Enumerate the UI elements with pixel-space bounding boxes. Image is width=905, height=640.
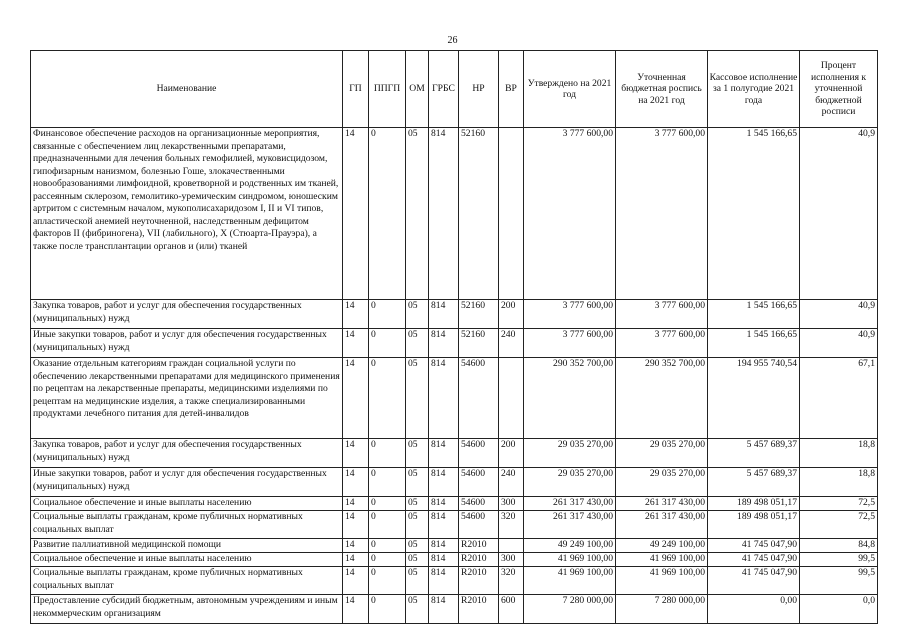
col-header-refined: Уточненная бюджетная роспись на 2021 год — [616, 51, 708, 128]
row-grbs: 814 — [429, 497, 459, 511]
table-row — [31, 128, 878, 300]
row-name: Иные закупки товаров, работ и услуг для обеспечения государственных (муниципальных) нужд — [31, 468, 343, 497]
row-nr: 54600 — [459, 439, 499, 468]
row-percent: 72,5 — [800, 511, 878, 539]
row-om: 05 — [406, 329, 429, 358]
row-nr: 54600 — [459, 468, 499, 497]
row-percent: 67,1 — [800, 358, 878, 439]
row-om: 05 — [406, 539, 429, 553]
row-cash: 194 955 740,54 — [708, 358, 800, 439]
row-om: 05 — [406, 300, 429, 329]
row-ppgp: 0 — [369, 468, 406, 497]
row-cash: 41 745 047,90 — [708, 567, 800, 595]
row-grbs: 814 — [429, 329, 459, 358]
row-ppgp: 0 — [369, 329, 406, 358]
row-nr: 52160 — [459, 329, 499, 358]
row-grbs: 814 — [429, 511, 459, 539]
row-name: Развитие паллиативной медицинской помощи — [31, 539, 343, 553]
row-cash: 0,00 — [708, 595, 800, 624]
row-name: Иные закупки товаров, работ и услуг для обеспечения государственных (муниципальных) нужд — [31, 329, 343, 358]
row-nr: 54600 — [459, 497, 499, 511]
row-gp: 14 — [343, 567, 369, 595]
row-percent: 0,0 — [800, 595, 878, 624]
table-row — [31, 511, 878, 539]
row-approved: 3 777 600,00 — [524, 300, 616, 329]
row-ppgp: 0 — [369, 539, 406, 553]
row-om: 05 — [406, 567, 429, 595]
col-header-nr: НР — [459, 51, 499, 128]
row-approved: 49 249 100,00 — [524, 539, 616, 553]
row-grbs: 814 — [429, 539, 459, 553]
row-gp: 14 — [343, 358, 369, 439]
row-percent: 40,9 — [800, 329, 878, 358]
row-approved: 41 969 100,00 — [524, 553, 616, 567]
row-name: Финансовое обеспечение расходов на организационные мероприятия, связанные с обеспечением лиц лекарственными препаратами, предназначенными для лечения больных гемофилией, муковисцидозом, гипофизарным нанизмом, болезнью Гоше, злокачественными новообразованиями лимфоидной, кроветворной и родственных им тканей, рассеянным склерозом, гемолитико-уремическим синдромом, юношеским артритом с системным началом, мукополисахаридозом I, II и VI типов, апластической анемией неуточненной, наследственным дефицитом факторов II (фибриногена), VII (лабильного), X (Стюарта-Прауэра), а также после трансплантации органов и (или) тканей — [31, 128, 343, 300]
table-row — [31, 595, 878, 624]
row-gp: 14 — [343, 511, 369, 539]
row-percent: 84,8 — [800, 539, 878, 553]
row-ppgp: 0 — [369, 439, 406, 468]
row-vr: 240 — [499, 329, 524, 358]
row-gp: 14 — [343, 128, 369, 300]
row-cash: 5 457 689,37 — [708, 439, 800, 468]
row-refined: 41 969 100,00 — [616, 553, 708, 567]
row-cash: 5 457 689,37 — [708, 468, 800, 497]
row-name: Предоставление субсидий бюджетным, автономным учреждениям и иным некоммерческим организациям — [31, 595, 343, 624]
row-grbs: 814 — [429, 595, 459, 624]
budget-table — [30, 50, 878, 624]
row-ppgp: 0 — [369, 567, 406, 595]
row-refined: 7 280 000,00 — [616, 595, 708, 624]
row-nr: R2010 — [459, 595, 499, 624]
row-vr: 600 — [499, 595, 524, 624]
row-ppgp: 0 — [369, 595, 406, 624]
col-header-gp: ГП — [343, 51, 369, 128]
row-refined: 29 035 270,00 — [616, 439, 708, 468]
page-number: 26 — [447, 35, 458, 46]
row-ppgp: 0 — [369, 511, 406, 539]
row-percent: 40,9 — [800, 128, 878, 300]
row-om: 05 — [406, 497, 429, 511]
row-approved: 41 969 100,00 — [524, 567, 616, 595]
table-row — [31, 358, 878, 439]
col-header-ppgp: ППГП — [369, 51, 406, 128]
row-om: 05 — [406, 468, 429, 497]
row-ppgp: 0 — [369, 358, 406, 439]
table-row — [31, 439, 878, 468]
table-row — [31, 553, 878, 567]
row-refined: 49 249 100,00 — [616, 539, 708, 553]
row-name: Социальные выплаты гражданам, кроме публичных нормативных социальных выплат — [31, 511, 343, 539]
row-grbs: 814 — [429, 358, 459, 439]
row-cash: 189 498 051,17 — [708, 511, 800, 539]
col-header-name: Наименование — [31, 51, 343, 128]
row-grbs: 814 — [429, 553, 459, 567]
table-row — [31, 300, 878, 329]
row-refined: 3 777 600,00 — [616, 329, 708, 358]
row-om: 05 — [406, 128, 429, 300]
row-om: 05 — [406, 553, 429, 567]
row-nr: R2010 — [459, 539, 499, 553]
row-refined: 261 317 430,00 — [616, 497, 708, 511]
row-gp: 14 — [343, 497, 369, 511]
row-approved: 290 352 700,00 — [524, 358, 616, 439]
row-om: 05 — [406, 595, 429, 624]
row-name: Социальное обеспечение и иные выплаты населению — [31, 553, 343, 567]
row-grbs: 814 — [429, 300, 459, 329]
row-nr: 52160 — [459, 128, 499, 300]
table-row — [31, 329, 878, 358]
table-row — [31, 468, 878, 497]
row-name: Оказание отдельным категориям граждан социальной услуги по обеспечению лекарственными препаратами для медицинского применения по рецептам на лекарственные препараты, медицинскими изделиями по рецептам на медицинские изделия, а также специализированными продуктами лечебного питания для детей-инвалидов — [31, 358, 343, 439]
row-cash: 1 545 166,65 — [708, 128, 800, 300]
row-vr: 320 — [499, 567, 524, 595]
row-refined: 3 777 600,00 — [616, 128, 708, 300]
row-gp: 14 — [343, 553, 369, 567]
row-refined: 290 352 700,00 — [616, 358, 708, 439]
table-row — [31, 567, 878, 595]
row-grbs: 814 — [429, 128, 459, 300]
row-vr: 200 — [499, 439, 524, 468]
row-nr: 52160 — [459, 300, 499, 329]
row-nr: 54600 — [459, 358, 499, 439]
table-row — [31, 497, 878, 511]
row-om: 05 — [406, 358, 429, 439]
row-ppgp: 0 — [369, 553, 406, 567]
col-header-percent: Процент исполнения к уточненной бюджетной росписи — [800, 51, 878, 128]
row-name: Социальные выплаты гражданам, кроме публичных нормативных социальных выплат — [31, 567, 343, 595]
row-percent: 72,5 — [800, 497, 878, 511]
row-nr: R2010 — [459, 553, 499, 567]
row-cash: 41 745 047,90 — [708, 553, 800, 567]
row-percent: 18,8 — [800, 439, 878, 468]
col-header-om: ОМ — [406, 51, 429, 128]
row-ppgp: 0 — [369, 128, 406, 300]
row-percent: 18,8 — [800, 468, 878, 497]
row-cash: 41 745 047,90 — [708, 539, 800, 553]
col-header-vr: ВР — [499, 51, 524, 128]
row-approved: 7 280 000,00 — [524, 595, 616, 624]
row-grbs: 814 — [429, 468, 459, 497]
col-header-grbs: ГРБС — [429, 51, 459, 128]
row-vr: 200 — [499, 300, 524, 329]
table-header-row — [31, 51, 878, 128]
row-gp: 14 — [343, 439, 369, 468]
row-vr — [499, 358, 524, 439]
row-approved: 261 317 430,00 — [524, 497, 616, 511]
row-vr — [499, 128, 524, 300]
row-vr: 300 — [499, 497, 524, 511]
row-grbs: 814 — [429, 439, 459, 468]
row-percent: 40,9 — [800, 300, 878, 329]
row-approved: 29 035 270,00 — [524, 468, 616, 497]
row-name: Закупка товаров, работ и услуг для обеспечения государственных (муниципальных) нужд — [31, 439, 343, 468]
row-refined: 261 317 430,00 — [616, 511, 708, 539]
row-percent: 99,5 — [800, 567, 878, 595]
row-percent: 99,5 — [800, 553, 878, 567]
table-row — [31, 539, 878, 553]
row-nr: R2010 — [459, 567, 499, 595]
row-vr: 240 — [499, 468, 524, 497]
row-name: Закупка товаров, работ и услуг для обеспечения государственных (муниципальных) нужд — [31, 300, 343, 329]
row-name: Социальное обеспечение и иные выплаты населению — [31, 497, 343, 511]
row-om: 05 — [406, 439, 429, 468]
row-approved: 3 777 600,00 — [524, 329, 616, 358]
row-refined: 3 777 600,00 — [616, 300, 708, 329]
row-gp: 14 — [343, 539, 369, 553]
row-cash: 1 545 166,65 — [708, 329, 800, 358]
row-approved: 261 317 430,00 — [524, 511, 616, 539]
row-cash: 189 498 051,17 — [708, 497, 800, 511]
row-grbs: 814 — [429, 567, 459, 595]
row-nr: 54600 — [459, 511, 499, 539]
row-vr — [499, 539, 524, 553]
row-refined: 41 969 100,00 — [616, 567, 708, 595]
row-gp: 14 — [343, 595, 369, 624]
row-vr: 300 — [499, 553, 524, 567]
col-header-approved: Утверждено на 2021 год — [524, 51, 616, 128]
col-header-cash: Кассовое исполнение за 1 полугодие 2021 года — [708, 51, 800, 128]
row-cash: 1 545 166,65 — [708, 300, 800, 329]
row-ppgp: 0 — [369, 497, 406, 511]
row-gp: 14 — [343, 468, 369, 497]
row-gp: 14 — [343, 300, 369, 329]
row-gp: 14 — [343, 329, 369, 358]
row-vr: 320 — [499, 511, 524, 539]
row-approved: 3 777 600,00 — [524, 128, 616, 300]
row-refined: 29 035 270,00 — [616, 468, 708, 497]
row-om: 05 — [406, 511, 429, 539]
row-approved: 29 035 270,00 — [524, 439, 616, 468]
row-ppgp: 0 — [369, 300, 406, 329]
